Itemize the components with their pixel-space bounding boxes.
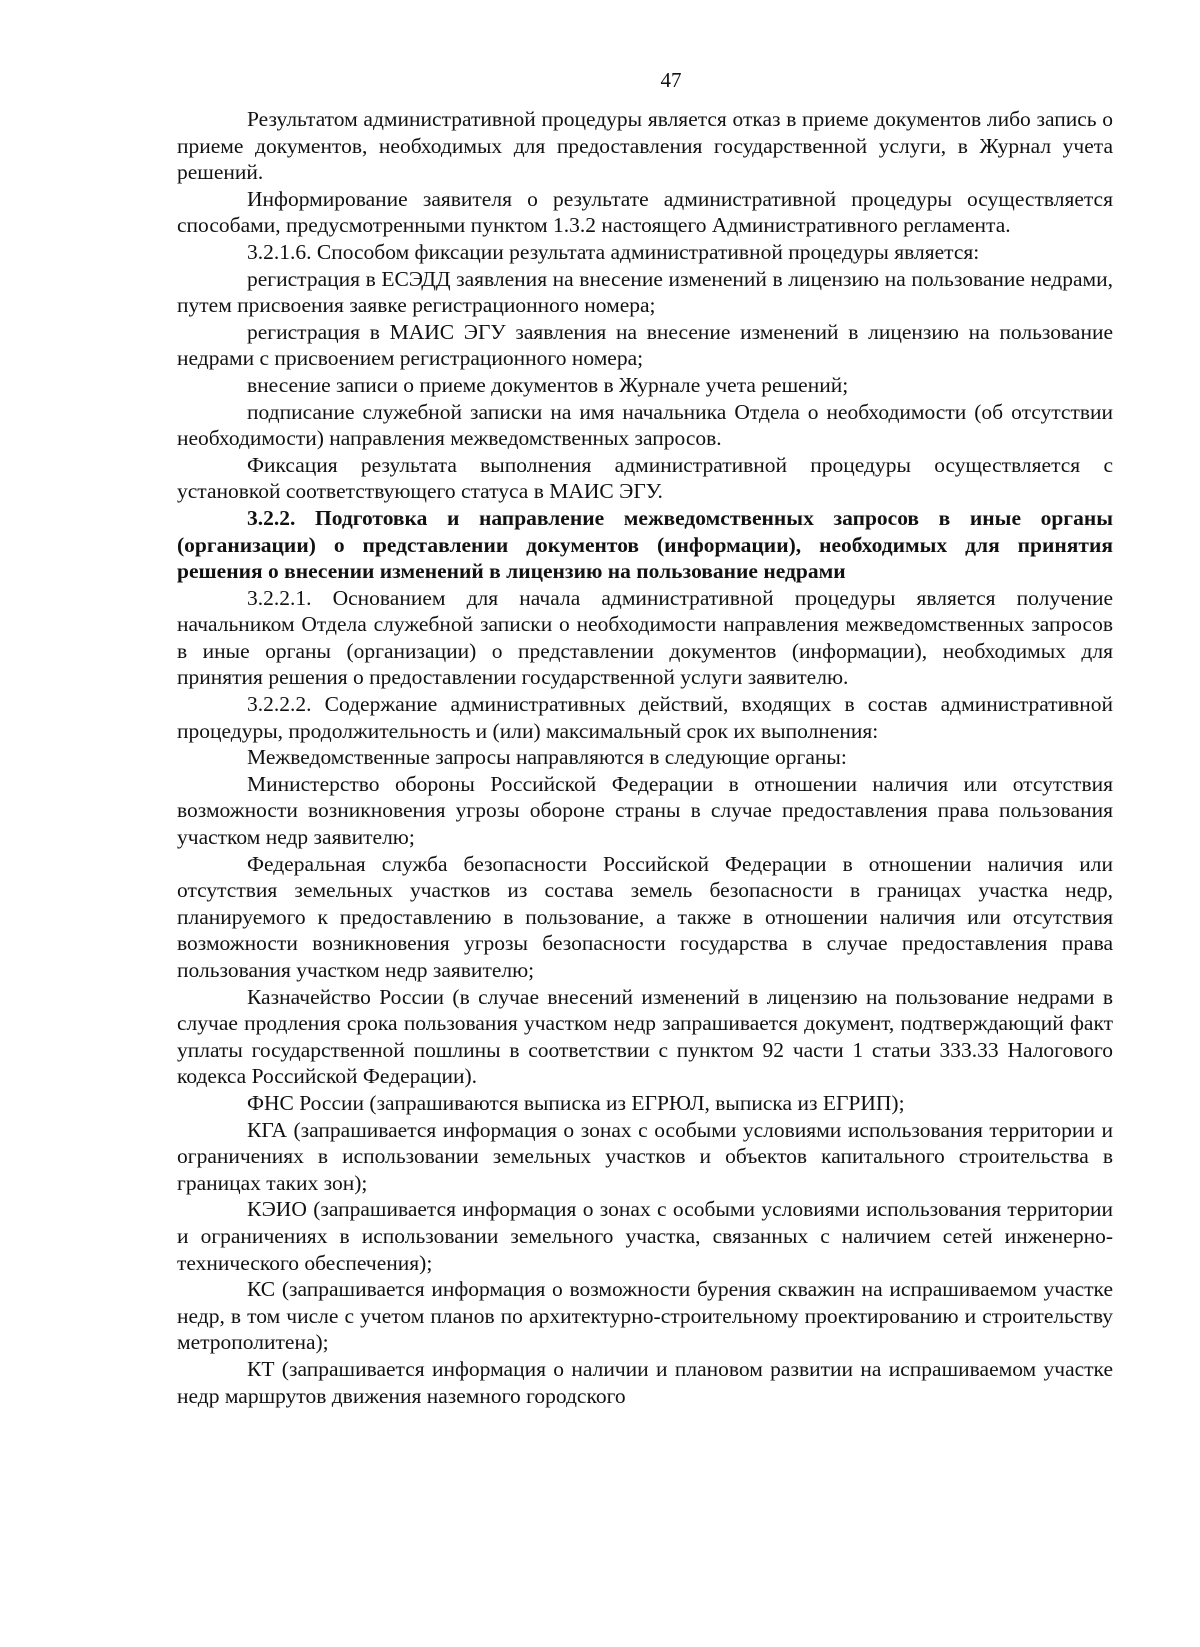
list-item-ks: КС (запрашивается информация о возможности бурения скважин на испрашиваемом участке недр, в том числе с учетом планов по архитектурно-строительному проектированию и строительству метрополитена);	[177, 1277, 1113, 1355]
list-item-esedd-registration: регистрация в ЕСЭДД заявления на внесение изменений в лицензию на пользование недрами, путем присвоения заявке регистрационного номера;	[177, 266, 1113, 318]
paragraph-result-refusal-or-record: Результатом административной процедуры является отказ в приеме документов либо запись о приеме документов, необходимых для предоставления государственной услуги, в Журнал учета решений.	[177, 107, 1113, 185]
page-number: 47	[660, 68, 682, 92]
paragraph-requests-recipients: Межведомственные запросы направляются в следующие органы:	[247, 745, 847, 770]
paragraph-3-2-2-1: 3.2.2.1. Основанием для начала административной процедуры является получение начальником Отдела служебной записки о необходимости направления межведомственных запросов в иные органы (организации) о представлении документов (информации), необходимых для принятия решения о предоставлении государственной услуги заявителю.	[177, 585, 1113, 690]
list-item-mais-egu-registration: регистрация в МАИС ЭГУ заявления на внесение изменений в лицензию на пользование недрами с присвоением регистрационного номера;	[177, 319, 1113, 371]
list-item-kga: КГА (запрашивается информация о зонах с особыми условиями использования территории и ограничениях в использовании земельных участков и объектов капитального строительства в границах таких зон);	[177, 1117, 1113, 1195]
section-heading-3-2-2: 3.2.2. Подготовка и направление межведомственных запросов в иные органы (организации) о представлении документов (информации), необходимых для принятия решения о внесении изменений в лицензию на пользование недрами	[177, 505, 1113, 584]
list-item-ministry-of-defense: Министерство обороны Российской Федерации в отношении наличия или отсутствия возможности возникновения угрозы обороне страны в случае предоставления права пользования участком недр заявителю;	[177, 771, 1113, 850]
paragraph-result-fixation-status: Фиксация результата выполнения административной процедуры осуществляется с установкой соответствующего статуса в МАИС ЭГУ.	[177, 452, 1113, 504]
list-item-keio: КЭИО (запрашивается информация о зонах с особыми условиями использования территории и ограничениях в использовании земельного участка, связанных с наличием сетей инженерно-технического обеспечения);	[177, 1197, 1113, 1275]
paragraph-3-2-1-6: 3.2.1.6. Способом фиксации результата административной процедуры является:	[247, 239, 980, 264]
list-item-fns: ФНС России (запрашиваются выписка из ЕГРЮЛ, выписка из ЕГРИП);	[247, 1090, 905, 1115]
list-item-memo-signing: подписание служебной записки на имя начальника Отдела о необходимости (об отсутствии необходимости) направления межведомственных запросов.	[177, 399, 1113, 451]
paragraph-applicant-informing: Информирование заявителя о результате административной процедуры осуществляется способами, предусмотренными пунктом 1.3.2 настоящего Административного регламента.	[177, 186, 1113, 238]
list-item-journal-record: внесение записи о приеме документов в Журнале учета решений;	[247, 372, 849, 397]
list-item-kt: КТ (запрашивается информация о наличии и плановом развитии на испрашиваемом участке недр маршрутов движения наземного городского	[177, 1356, 1113, 1408]
paragraph-3-2-2-2: 3.2.2.2. Содержание административных действий, входящих в состав административной процедуры, продолжительность и (или) максимальный срок их выполнения:	[177, 692, 1113, 743]
list-item-treasury: Казначейство России (в случае внесений изменений в лицензию на пользование недрами в случае продления срока пользования участком недр запрашивается документ, подтверждающий факт уплаты государственной пошлины в соответствии с пунктом 92 части 1 статьи 333.33 Налогового кодекса Российской Федерации).	[177, 984, 1113, 1089]
list-item-fsb: Федеральная служба безопасности Российской Федерации в отношении наличия или отсутствия земельных участков из состава земель безопасности в границах участка недр, планируемого к предоставлению в пользование, а также в отношении наличия или отсутствия возможности возникновения угрозы безопасности государства в случае предоставления права пользования участком недр заявителю;	[177, 851, 1113, 982]
